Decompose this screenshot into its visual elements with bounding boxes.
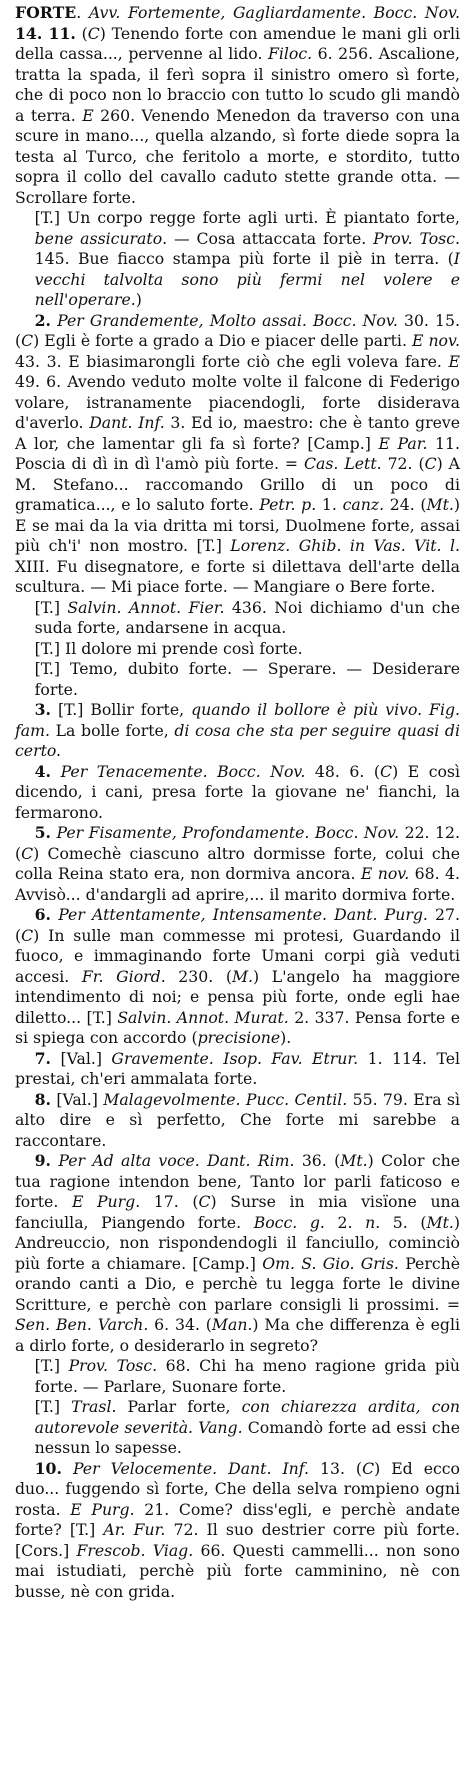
entry-sense-5: 5. Per Fisamente, Profondamente. Bocc. Nov. 22. 12. (C) Comechè ciascuno altro dormisse forte, colui che colla Reina stato era, non dormiva ancora. E nov. 68. 4. Avvisò... d'andargli ad aprire,... il marito dormiva forte. bbox=[15, 823, 460, 904]
entry-paragraph: [T.] Trasl. Parlar forte, con chiarezza ardita, con autorevole severità. Vang. Comandò forte ad essi che nessun lo sapesse. bbox=[34, 1397, 460, 1457]
entry-sense-10: 10. Per Velocemente. Dant. Inf. 13. (C) Ed ecco duo... fuggendo sì forte, Che della selva rompieno ogni rosta. E Purg. 21. Come? diss'egli, e perchè andate forte? [T.] Ar. Fur. 72. Il suo destrier corre più forte. [Cors.] Frescob. Viag. 66. Questi cammelli... non sono mai istudiati, perchè più forte camminino, nè con busse, nè con grida. bbox=[15, 1458, 461, 1601]
entry-sense-7: 7. [Val.] Gravemente. Isop. Fav. Etrur. 1. 114. Tel prestai, ch'eri ammalata forte. bbox=[15, 1048, 460, 1088]
entry-paragraph: [T.] Salvin. Annot. Fier. 436. Noi dichiamo d'un che suda forte, andarsene in acqua. bbox=[34, 597, 460, 637]
entry-sense-4: 4. Per Tenacemente. Bocc. Nov. 48. 6. (C) E così dicendo, i cani, presa forte la giovane ne' fianchi, la fermarono. bbox=[15, 761, 461, 822]
entry-paragraph: [T.] Temo, dubito forte. — Sperare. — Desiderare forte. bbox=[34, 659, 460, 699]
entry-paragraph-headword: FORTE. Avv. Fortemente, Gagliardamente. Bocc. Nov. 14. 11. (C) Tenendo forte con amendue le mani gli orli della cassa..., pervenne al lido. Filoc. 6. 256. Ascalione, tratta la spada, il ferì sopra il sinistro omero sì forte, che di poco non lo braccio con tutto lo scudo gli mandò a terra. E 260. Venendo Menedon da traverso con una scure in mano..., quella alzando, sì forte diede sopra la testa al Turco, che feritolo a morte, e stordito, tutto sopra il collo del cavallo caduto stette grande otta. — Scrollare forte. bbox=[15, 3, 461, 207]
entry-sense-6: 6. Per Attentamente, Intensamente. Dant. Purg. 27. (C) In sulle man commesse mi protesi, Guardando il fuoco, e immaginando forte Umani corpi già veduti accesi. Fr. Giord. 230. (M.) L'angelo ha maggiore intendimento di noi; e pensa più forte, onde egli hae diletto... [T.] Salvin. Annot. Murat. 2. 337. Pensa forte e si spiega con accordo (precisione). bbox=[15, 905, 461, 1047]
entry-sense-2: 2. Per Grandemente, Molto assai. Bocc. Nov. 30. 15. (C) Egli è forte a grado a Dio e piacer delle parti. E nov. 43. 3. E biasimarongli forte ciò che egli voleva fare. E 49. 6. Avendo veduto molte volte il falcone di Federigo volare, istranamente piacendogli, forte disiderava d'averlo. Dant. Inf. 3. Ed io, maestro: che è tanto greve A lor, che lamentar gli fa sì forte? [Camp.] E Par. 11. Poscia di dì in dì l'amò più forte. = Cas. Lett. 72. (C) A M. Stefano... raccomando Grillo di un poco di gramatica..., e lo saluto forte. Petr. p. 1. canz. 24. (Mt.) E se mai da la via dritta mi torsi, Duolmene forte, assai più ch'i' non mostro. [T.] Lorenz. Ghib. in Vas. Vit. l. XIII. Fu disegnatore, e forte si dilettava dell'arte della scultura. — Mi piace forte. — Mangiare o Bere forte. bbox=[15, 310, 460, 596]
entry-paragraph: [T.] Prov. Tosc. 68. Chi ha meno ragione grida più forte. — Parlare, Suonare forte. bbox=[34, 1356, 460, 1396]
entry-sense-3: 3. [T.] Bollir forte, quando il bollore è più vivo. Fig. fam. La bolle forte, di cosa che sta per seguire quasi di certo. bbox=[15, 700, 460, 760]
entry-paragraph: [T.] Il dolore mi prende così forte. bbox=[34, 638, 303, 658]
entry-paragraph: [T.] Un corpo regge forte agli urti. È piantato forte, bene assicurato. — Cosa attaccata forte. Prov. Tosc. 145. Bue fiacco stampa più forte il piè in terra. (I vecchi talvolta sono più fermi nel volere e nell'operare.) bbox=[34, 208, 461, 309]
entry-sense-9: 9. Per Ad alta voce. Dant. Rim. 36. (Mt.) Color che tua ragione intendon bene, Tanto lor parli faticoso e forte. E Purg. 17. (C) Surse in mia visïone una fanciulla, Piangendo forte. Bocc. g. 2. n. 5. (Mt.) Andreuccio, non rispondendogli il fanciullo, cominciò più forte a chiamare. [Camp.] Om. S. Gio. Gris. Perchè orando canti a Dio, e perchè tu legga forte le divine Scritture, e perchè con parlare consigli li prossimi. = Sen. Ben. Varch. 6. 34. (Man.) Ma che differenza è egli a dirlo forte, o desiderarlo in segreto? bbox=[15, 1151, 461, 1355]
entry-sense-8: 8. [Val.] Malagevolmente. Pucc. Centil. 55. 79. Era sì alto dire e sì perfetto, Che forte mi sarebbe a raccontare. bbox=[15, 1089, 461, 1150]
